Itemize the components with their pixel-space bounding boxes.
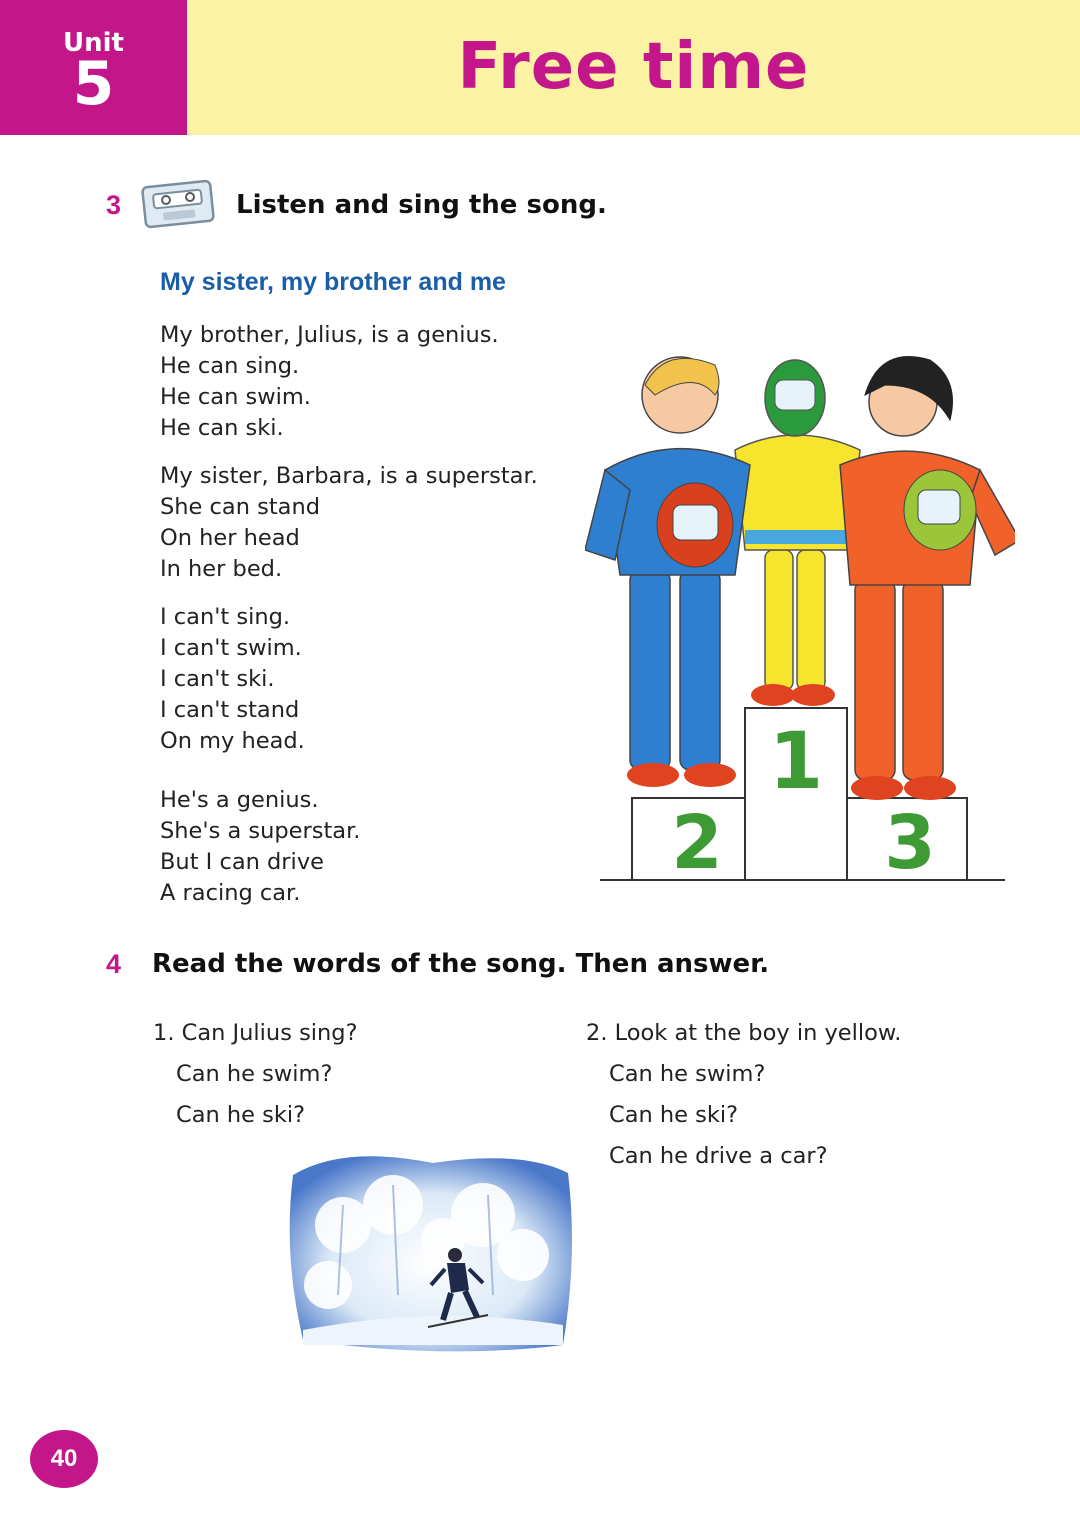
unit-label: Unit xyxy=(63,28,124,58)
question-2-c: Can he ski? xyxy=(609,1102,739,1128)
song-stanza-2 xyxy=(160,461,538,585)
podium-illustration xyxy=(585,340,1015,890)
lyric-line: On my head. xyxy=(160,728,305,754)
song-title: My sister, my brother and me xyxy=(160,268,506,296)
page-title: Free time xyxy=(457,30,810,104)
lyric-line: I can't ski. xyxy=(160,666,275,692)
lyric-line: On her head xyxy=(160,525,300,551)
exercise-4-instruction: Read the words of the song. Then answer. xyxy=(152,949,770,979)
question-1-c: Can he ski? xyxy=(176,1102,306,1128)
lyric-line: My sister, Barbara, is a superstar. xyxy=(160,463,538,489)
unit-badge xyxy=(0,0,187,135)
question-1-b: Can he swim? xyxy=(176,1061,333,1087)
lyric-line: She can stand xyxy=(160,494,320,520)
unit-header xyxy=(0,0,1080,135)
lyric-line: But I can drive xyxy=(160,849,324,875)
lyric-line: In her bed. xyxy=(160,556,283,582)
lyric-line: She's a superstar. xyxy=(160,818,361,844)
page-number: 40 xyxy=(30,1430,98,1488)
lyric-line: He's a genius. xyxy=(160,787,319,813)
lyric-line: A racing car. xyxy=(160,880,301,906)
lyric-line: My brother, Julius, is a genius. xyxy=(160,322,499,348)
lyric-line: I can't swim. xyxy=(160,635,302,661)
question-1: 1. Can Julius sing? xyxy=(153,1020,358,1046)
cassette-icon xyxy=(140,178,216,230)
orange-girl-figure xyxy=(840,357,1015,800)
exercise-3-number: 3 xyxy=(106,190,122,220)
lyric-line: He can sing. xyxy=(160,353,300,379)
exercise-3-instruction: Listen and sing the song. xyxy=(236,190,607,220)
unit-number: 5 xyxy=(72,49,115,119)
question-2: 2. Look at the boy in yellow. xyxy=(586,1020,902,1046)
lyric-line: He can ski. xyxy=(160,415,284,441)
lyric-line: I can't sing. xyxy=(160,604,291,630)
lyric-line: He can swim. xyxy=(160,384,311,410)
podium-label-1: 1 xyxy=(768,717,824,807)
song-stanza-4 xyxy=(160,785,360,909)
song-stanza-3 xyxy=(160,602,305,757)
lyric-line: I can't stand xyxy=(160,697,300,723)
skier-photo xyxy=(283,1145,578,1355)
song-stanza-1 xyxy=(160,320,499,444)
blue-boy-figure xyxy=(585,357,750,787)
exercise-4-number: 4 xyxy=(106,949,122,979)
yellow-racer-figure xyxy=(735,360,860,706)
title-band xyxy=(187,0,1080,135)
podium-label-3: 3 xyxy=(884,800,936,886)
question-2-d: Can he drive a car? xyxy=(609,1143,828,1169)
question-2-b: Can he swim? xyxy=(609,1061,766,1087)
podium-label-2: 2 xyxy=(671,800,723,886)
